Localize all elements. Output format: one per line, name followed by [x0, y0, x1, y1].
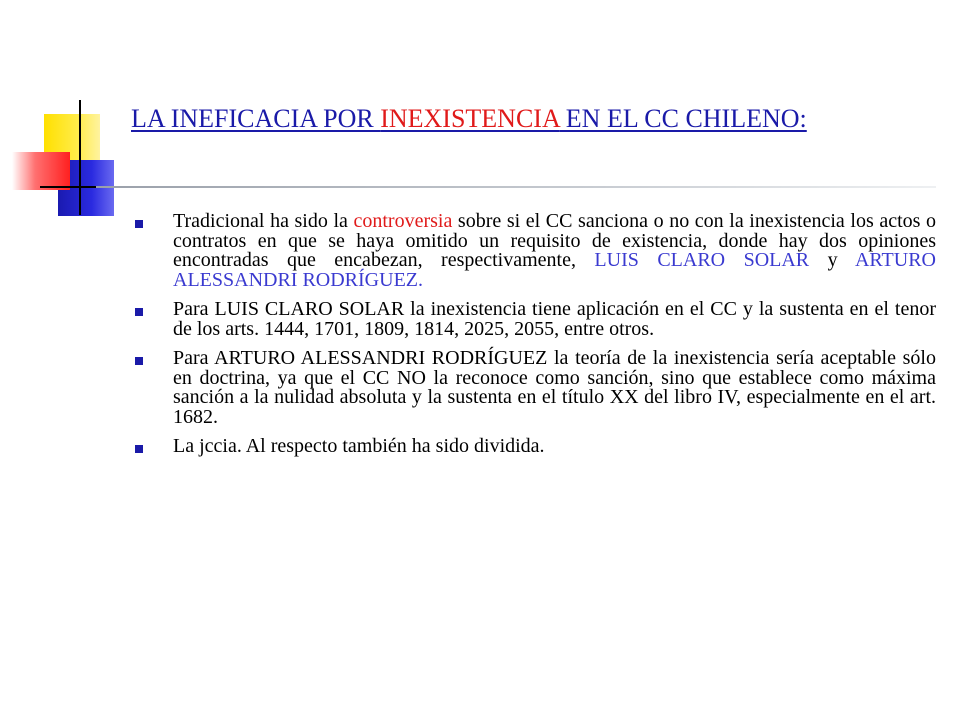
bullet-text: Tradicional ha sido la — [173, 210, 354, 232]
red-square — [12, 152, 70, 190]
bullet-list — [130, 212, 936, 467]
title-part2: EN EL CC CHILENO: — [559, 104, 807, 133]
highlight-controversia: controversia — [353, 210, 453, 232]
bullet-marker — [135, 357, 143, 365]
bullet-item — [130, 349, 936, 427]
title-decoration — [0, 0, 140, 230]
bullet-marker — [135, 220, 143, 228]
slide-title — [131, 100, 929, 138]
title-part1: LA INEFICACIA POR — [131, 104, 381, 133]
bullet-item — [130, 300, 936, 339]
bullet-marker — [135, 445, 143, 453]
decoration-vertical-line — [79, 100, 81, 215]
bullet-item — [130, 212, 936, 290]
bullet-text: Para ARTURO ALESSANDRI RODRÍGUEZ la teoría de la inexistencia sería aceptable sólo en doctrina, ya que el CC NO la reconoce como sanción, sino que establece como máxima sanción a la nulidad absoluta y la sustenta en el título XX del libro IV, especialmente en el art. 1682. — [173, 347, 936, 428]
bullet-text: y — [809, 249, 855, 271]
bullet-item — [130, 437, 936, 457]
title-divider — [96, 186, 936, 188]
name-arturo-alessandri: ARTURO ALESSANDRI RODRÍGUEZ. — [173, 249, 936, 291]
title-highlight: INEXISTENCIA — [380, 104, 560, 133]
bullet-text: sobre si el CC sanciona o no con la inexistencia los actos o contratos en que se haya omitido un requisito de existencia, donde hay dos opiniones encontradas que encabezan, respectivamente, — [173, 210, 936, 271]
bullet-text: La jccia. Al respecto también ha sido dividida. — [173, 435, 545, 457]
name-luis-claro-solar: LUIS CLARO SOLAR — [594, 249, 810, 271]
bullet-marker — [135, 308, 143, 316]
bullet-text: Para LUIS CLARO SOLAR la inexistencia tiene aplicación en el CC y la sustenta en el tenor de los arts. 1444, 1701, 1809, 1814, 2025, 2055, entre otros. — [173, 298, 936, 340]
decoration-horizontal-line — [40, 186, 100, 188]
